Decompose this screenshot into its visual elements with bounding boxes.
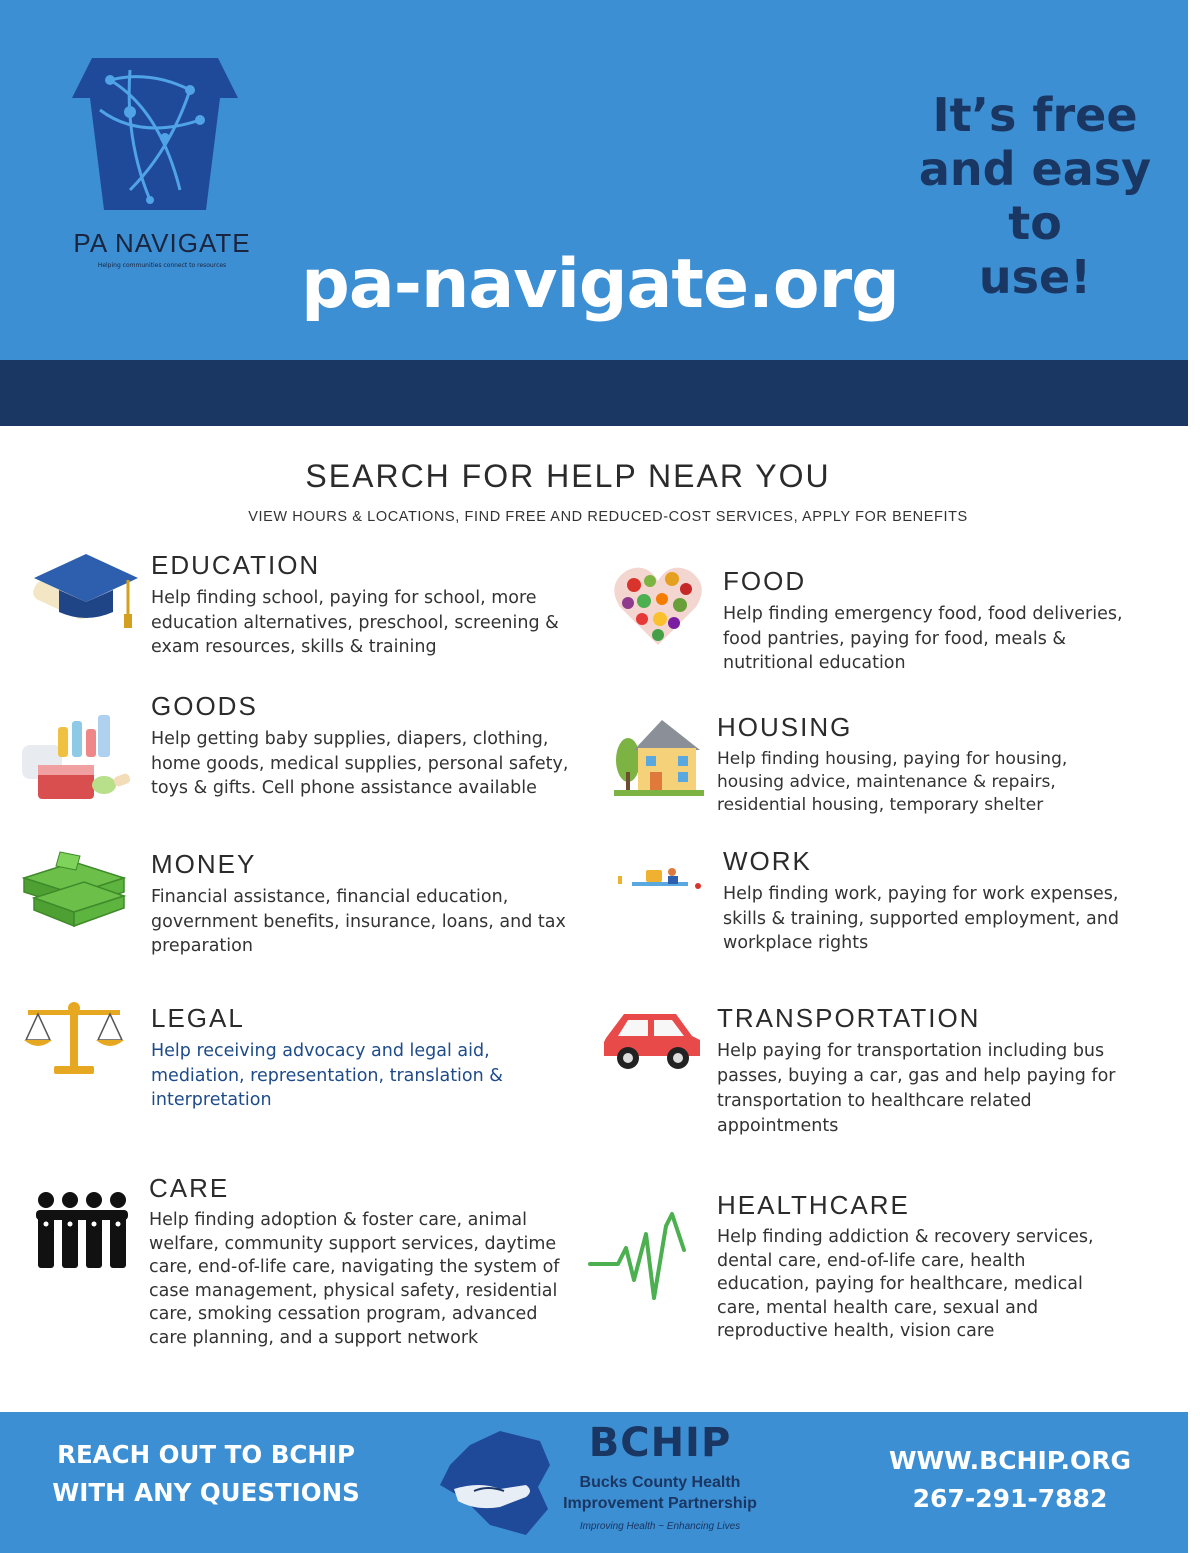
bchip-phone-number[interactable]: 267-291-7882 (912, 1484, 1108, 1513)
category-description: Help receiving advocacy and legal aid, mediation, representation, translation & interpretation (151, 1041, 503, 1110)
scales-icon (22, 1000, 126, 1080)
free-line-2: and easy to (918, 142, 1152, 250)
category-description: Help paying for transportation including bus passes, buying a car, gas and help paying for transportation to healthcare related appointments (717, 1041, 1116, 1136)
category-description: Financial assistance, financial education, government benefits, insurance, loans, and tax preparation (151, 887, 566, 956)
header-divider-band (0, 360, 1188, 426)
category-description: Help getting baby supplies, diapers, clothing, home goods, medical supplies, personal safety, toys & gifts. Cell phone assistance available (151, 729, 569, 798)
logo-title: PA NAVIGATE (73, 228, 251, 258)
cash-stack-icon (20, 848, 128, 930)
category-healthcare[interactable] (717, 1190, 1117, 1344)
category-transportation[interactable] (717, 1003, 1127, 1139)
bchip-full-name (540, 1472, 780, 1514)
category-work[interactable] (723, 846, 1123, 956)
free-easy-message (890, 88, 1180, 304)
people-group-icon (32, 1190, 132, 1272)
category-title: FOOD (723, 566, 807, 596)
category-description: Help finding work, paying for work expenses, skills & training, supported employment, and workplace rights (723, 884, 1119, 953)
category-description: Help finding school, paying for school, more education alternatives, preschool, screening & exam resources, skills & training (151, 588, 559, 657)
baby-supplies-icon (18, 705, 133, 805)
free-line-3: use! (978, 250, 1092, 304)
category-title: HOUSING (717, 712, 853, 742)
search-title: SEARCH FOR HELP NEAR YOU (305, 458, 831, 494)
category-title: HEALTHCARE (717, 1190, 910, 1220)
car-icon (600, 1008, 704, 1072)
bchip-full-line-2: Improvement Partnership (563, 1495, 757, 1512)
reach-line-1: REACH OUT TO BCHIP (57, 1440, 355, 1469)
keystone-network-icon (70, 50, 240, 220)
bchip-full-line-1: Bucks County Health (579, 1474, 741, 1491)
reach-out-message (46, 1436, 366, 1512)
food-heart-icon (612, 563, 704, 649)
website-url[interactable]: pa-navigate.org (301, 245, 899, 324)
category-title: MONEY (151, 849, 257, 879)
bchip-tagline: Improving Health ~ Enhancing Lives (579, 1521, 741, 1532)
desk-work-icon (614, 864, 706, 894)
category-description: Help finding emergency food, food deliveries, food pantries, paying for food, meals & nutritional education (723, 604, 1123, 673)
category-title: CARE (149, 1173, 230, 1203)
category-title: TRANSPORTATION (717, 1003, 981, 1033)
contact-info (880, 1442, 1140, 1518)
free-line-1: It’s free (932, 88, 1138, 142)
category-description: Help finding addiction & recovery services, dental care, end-of-life care, health education, paying for healthcare, medical care, mental health care, sexual and reproductive health, vision care (717, 1227, 1094, 1342)
category-food[interactable] (723, 566, 1123, 676)
category-title: GOODS (151, 691, 258, 721)
category-title: EDUCATION (151, 550, 321, 580)
category-money[interactable] (151, 849, 571, 959)
category-description: Help finding housing, paying for housing, housing advice, maintenance & repairs, residential housing, temporary shelter (717, 749, 1068, 815)
category-description: Help finding adoption & foster care, animal welfare, community support services, daytime care, end-of-life care, navigating the system of case management, physical safety, residential care, smoking cessation program, advanced care planning, and a support network (149, 1210, 560, 1348)
search-subtitle: VIEW HOURS & LOCATIONS, FIND FREE AND REDUCED-COST SERVICES, APPLY FOR BENEFITS (248, 509, 968, 525)
category-legal[interactable] (151, 1003, 571, 1113)
bchip-name: BCHIP (588, 1420, 732, 1466)
category-title: WORK (723, 846, 812, 876)
category-goods[interactable] (151, 691, 571, 801)
logo-tagline: Helping communities connect to resources (97, 262, 227, 269)
category-education[interactable] (151, 550, 571, 660)
heartbeat-icon (588, 1210, 696, 1304)
category-care[interactable] (149, 1173, 569, 1351)
category-title: LEGAL (151, 1003, 245, 1033)
graduation-cap-icon (24, 550, 139, 640)
bchip-website-link[interactable]: WWW.BCHIP.ORG (888, 1446, 1132, 1475)
reach-line-2: WITH ANY QUESTIONS (52, 1478, 360, 1507)
house-icon (612, 710, 707, 798)
category-housing[interactable] (717, 712, 1117, 817)
